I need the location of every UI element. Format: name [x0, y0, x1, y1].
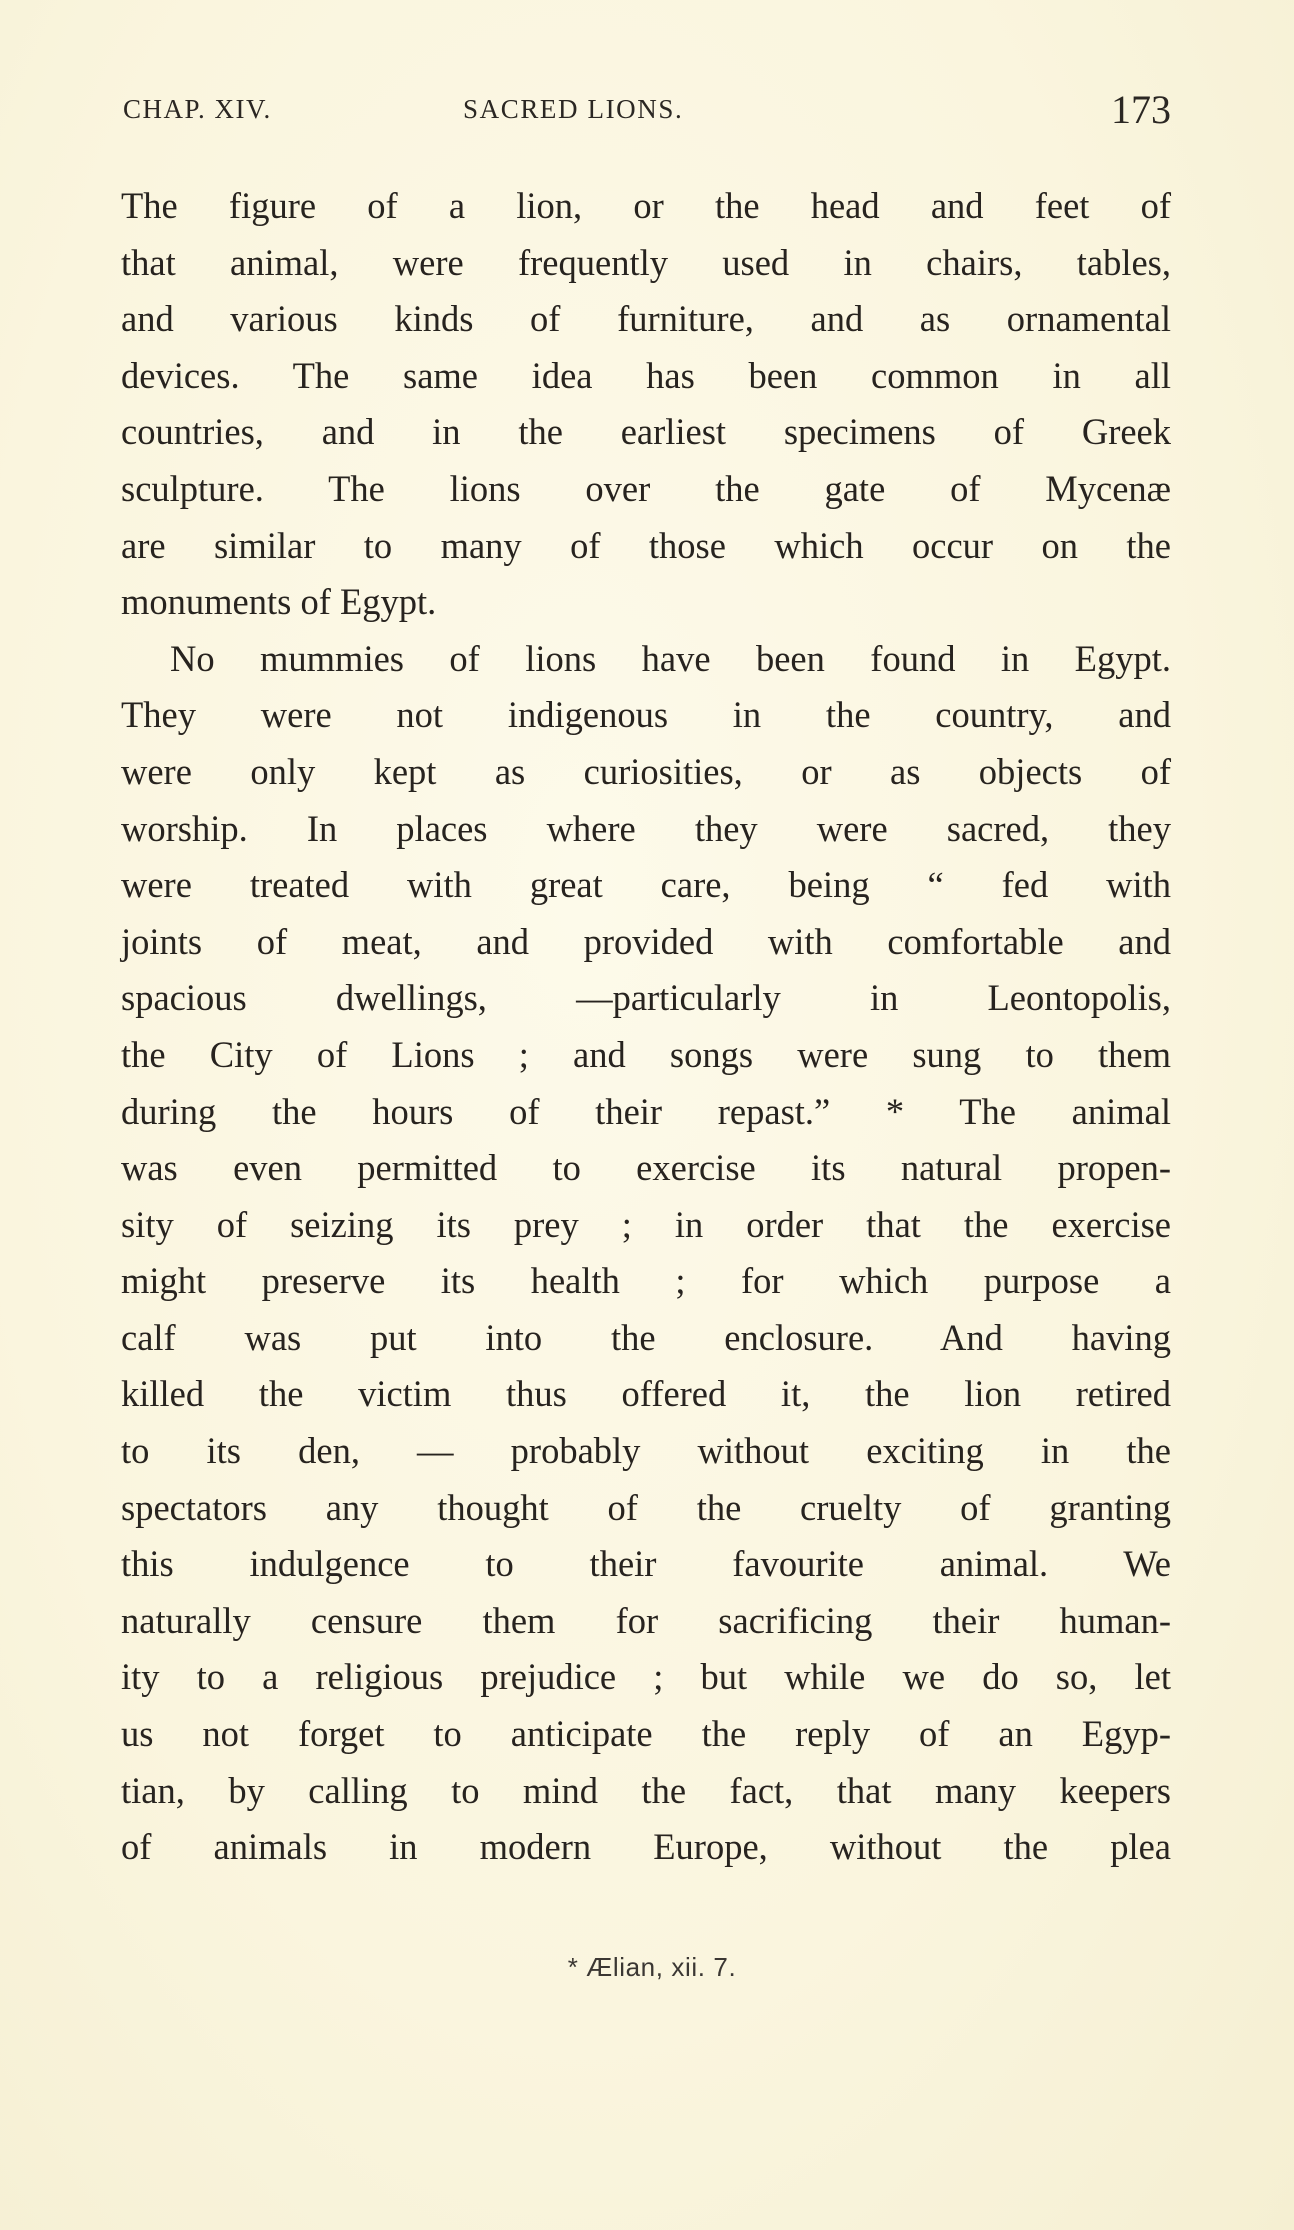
- text-line: worship. In places where they were sacred, they: [121, 807, 1171, 849]
- text-line: They were not indigenous in the country, and: [121, 694, 1171, 736]
- text-line: to its den, — probably without exciting in the: [121, 1430, 1171, 1472]
- chapter-label: CHAP. XIV.: [123, 94, 272, 124]
- text-line: were only kept as curiosities, or as objects of: [121, 750, 1171, 792]
- text-line: monuments of Egypt.: [121, 581, 437, 623]
- running-title: SACRED LIONS.: [463, 94, 684, 124]
- text-line: joints of meat, and provided with comfortable and: [121, 920, 1171, 962]
- page-header: [123, 88, 1171, 138]
- text-line: naturally censure them for sacrificing their human-: [121, 1599, 1171, 1641]
- text-line: sculpture. The lions over the gate of Mycenæ: [121, 467, 1171, 509]
- text-line: No mummies of lions have been found in Egypt.: [170, 637, 1171, 679]
- text-line: sity of seizing its prey ; in order that the exercise: [121, 1203, 1171, 1245]
- text-line: and various kinds of furniture, and as ornamental: [121, 298, 1171, 340]
- text-line: the City of Lions ; and songs were sung to them: [121, 1033, 1171, 1075]
- text-line: were treated with great care, being “ fed with: [121, 864, 1171, 906]
- body-text: [121, 178, 1171, 1876]
- page-number: 173: [1111, 87, 1171, 132]
- text-line: might preserve its health ; for which purpose a: [121, 1260, 1171, 1302]
- text-line: during the hours of their repast.” * The animal: [121, 1090, 1171, 1132]
- text-line: devices. The same idea has been common in all: [121, 354, 1171, 396]
- text-line: spacious dwellings, —particularly in Leontopolis,: [121, 977, 1171, 1019]
- footnote: * Ælian, xii. 7.: [567, 1952, 737, 1982]
- text-line: of animals in modern Europe, without the plea: [121, 1826, 1171, 1868]
- text-line: calf was put into the enclosure. And having: [121, 1316, 1171, 1358]
- text-line: us not forget to anticipate the reply of an Egyp-: [121, 1713, 1171, 1755]
- text-line: was even permitted to exercise its natural propen-: [121, 1147, 1171, 1189]
- text-line: ity to a religious prejudice ; but while we do so, let: [121, 1656, 1171, 1698]
- text-line: spectators any thought of the cruelty of granting: [121, 1486, 1171, 1528]
- text-line: that animal, were frequently used in chairs, tables,: [121, 241, 1171, 283]
- text-line: The figure of a lion, or the head and feet of: [121, 185, 1171, 226]
- text-line: are similar to many of those which occur on the: [121, 524, 1171, 566]
- text-line: countries, and in the earliest specimens of Greek: [121, 411, 1171, 453]
- text-line: this indulgence to their favourite animal. We: [121, 1543, 1171, 1585]
- text-line: killed the victim thus offered it, the lion retired: [121, 1373, 1171, 1415]
- text-line: tian, by calling to mind the fact, that many keepers: [121, 1769, 1171, 1811]
